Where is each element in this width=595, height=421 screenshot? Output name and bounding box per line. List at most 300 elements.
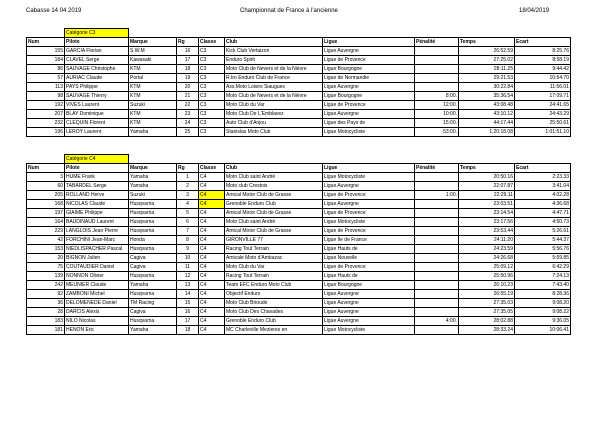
cell-temps: 43:10.12 xyxy=(459,110,515,119)
cell-rg: 3 xyxy=(177,191,199,200)
cell-penalite: 1:00. xyxy=(415,191,459,200)
cell-temps: 27:35.05 xyxy=(459,308,515,317)
cell-marque: KTM xyxy=(129,119,177,128)
cell-temps: 1:20:18.08 xyxy=(459,128,515,137)
cell-ecart: 17:09.71 xyxy=(515,92,571,101)
cell-classe: C4 xyxy=(199,245,225,254)
cell-penalite xyxy=(415,272,459,281)
table-row xyxy=(27,173,571,182)
cell-temps: 26:52.59 xyxy=(459,47,515,56)
cell-rg: 16 xyxy=(177,47,199,56)
cell-ligue: Ligue Motocycliste xyxy=(323,173,415,182)
cell-marque: KTM xyxy=(129,83,177,92)
column-header-ligue: Ligue xyxy=(323,164,415,173)
results-table-c3 xyxy=(26,28,571,137)
cell-club: Moto Club saint André xyxy=(225,173,323,182)
cell-ligue: Ligue Bourgogne xyxy=(323,281,415,290)
cell-classe: C4 xyxy=(199,272,225,281)
cell-ecart: 25:50.61 xyxy=(515,119,571,128)
cell-num: 196 xyxy=(27,128,65,137)
cell-ecart: 1:01:51.10 xyxy=(515,128,571,137)
cell-ecart: 9:08.20 xyxy=(515,299,571,308)
cell-temps: 24:11.20 xyxy=(459,236,515,245)
cell-ligue: Ligue Bourgogne xyxy=(323,65,415,74)
cell-penalite xyxy=(415,263,459,272)
cell-ligue: Ligue Auvergne xyxy=(323,110,415,119)
cell-classe: C3 xyxy=(199,74,225,83)
cell-classe: C4 xyxy=(199,182,225,191)
cell-classe: C4 xyxy=(199,299,225,308)
cell-ligue: Ligue Motocycliste xyxy=(323,128,415,137)
cell-ligue: Ligue Motocycliste xyxy=(323,218,415,227)
cell-temps: 27:35.03 xyxy=(459,299,515,308)
cell-pilote: VIVES Laurent xyxy=(65,101,129,110)
cell-marque: KTM xyxy=(129,110,177,119)
cell-penalite xyxy=(415,290,459,299)
cell-num: 183 xyxy=(27,317,65,326)
cell-club: Stanislas Moto Club xyxy=(225,128,323,137)
cell-penalite xyxy=(415,299,459,308)
cell-penalite xyxy=(415,218,459,227)
cell-classe: C3 xyxy=(199,65,225,74)
cell-ligue: Ligue Auvergne xyxy=(323,317,415,326)
cell-ligue: Ligue Motocycliste xyxy=(323,326,415,335)
cell-club: Team EFC Enduro Moto Club xyxy=(225,281,323,290)
cell-pilote: GIAIME Philippe xyxy=(65,209,129,218)
cell-club: Racing Tout Terrain xyxy=(225,245,323,254)
cell-temps: 30:22.84 xyxy=(459,83,515,92)
cell-ecart: 8:25.76 xyxy=(515,47,571,56)
cell-pilote: CLEQUIN Florent xyxy=(65,119,129,128)
cell-pilote: HENON Eric xyxy=(65,326,129,335)
column-header-marque: Marque xyxy=(129,38,177,47)
cell-num: 232 xyxy=(27,119,65,128)
cell-penalite xyxy=(415,74,459,83)
cell-club: Grenoble Enduro Club xyxy=(225,200,323,209)
cell-temps: 23:14.54 xyxy=(459,209,515,218)
cell-rg: 17 xyxy=(177,317,199,326)
cell-pilote: AURIAC Claude xyxy=(65,74,129,83)
cell-penalite xyxy=(415,65,459,74)
cell-marque: Suzuki xyxy=(129,191,177,200)
cell-ligue: Ligue de Provence xyxy=(323,56,415,65)
cell-ecart: 24:43.29 xyxy=(515,110,571,119)
table-row xyxy=(27,227,571,236)
cell-ligue: Ligue Auvergne xyxy=(323,83,415,92)
cell-penalite xyxy=(415,47,459,56)
cell-club: Moto Club du Var xyxy=(225,101,323,110)
cell-num: 57 xyxy=(27,74,65,83)
cell-num: 153 xyxy=(27,245,65,254)
cell-classe: C4 xyxy=(199,236,225,245)
cell-ecart: 5:44.37 xyxy=(515,236,571,245)
cell-pilote: NIEDLISPACHER Pascal xyxy=(65,245,129,254)
cell-ligue: Ligue de Provence xyxy=(323,263,415,272)
column-header-num: Num xyxy=(27,164,65,173)
cell-temps: 26:10.23 xyxy=(459,281,515,290)
table-row xyxy=(27,65,571,74)
cell-temps: 22:29.11 xyxy=(459,191,515,200)
cell-num: 242 xyxy=(27,281,65,290)
cell-classe: C3 xyxy=(199,83,225,92)
cell-rg: 4 xyxy=(177,200,199,209)
column-header-ecart: Ecart xyxy=(515,38,571,47)
cell-rg: 11 xyxy=(177,263,199,272)
cell-classe: C3 xyxy=(199,119,225,128)
table-row xyxy=(27,290,571,299)
cell-num: 86 xyxy=(27,65,65,74)
cell-club: Moto Club de Nevers et de la Nièvre xyxy=(225,65,323,74)
cell-ecart: 10:06.41 xyxy=(515,326,571,335)
cell-rg: 9 xyxy=(177,245,199,254)
column-header-classe: Classe xyxy=(199,38,225,47)
cell-club: Moto Club De L'Emblavez xyxy=(225,110,323,119)
cell-ligue: Ligue de Provence xyxy=(323,227,415,236)
cell-pilote: TABARDEL Serge xyxy=(65,182,129,191)
cell-num: 164 xyxy=(27,218,65,227)
column-header-penalite: Pénalité xyxy=(415,38,459,47)
cell-marque: Husqvarna xyxy=(129,290,177,299)
cell-marque: TM Racing xyxy=(129,299,177,308)
header-event: Cabasse 14 04 2019 xyxy=(26,8,82,14)
cell-rg: 6 xyxy=(177,218,199,227)
column-header-ligue: Ligue xyxy=(323,38,415,47)
column-header-pilote: Pilote xyxy=(65,164,129,173)
cell-rg: 14 xyxy=(177,290,199,299)
cell-rg: 8 xyxy=(177,236,199,245)
cell-rg: 16 xyxy=(177,308,199,317)
cell-club: R.tro Enduro Club de France xyxy=(225,74,323,83)
column-header-classe: Classe xyxy=(199,164,225,173)
cell-club: Amical Motor Club de Grasse xyxy=(225,227,323,236)
column-header-ecart: Ecart xyxy=(515,164,571,173)
cell-ecart: 7:24.13 xyxy=(515,272,571,281)
cell-club: GIRONVILLE 77 xyxy=(225,236,323,245)
cell-classe: C4 xyxy=(199,218,225,227)
cell-club: Moto Club du Var xyxy=(225,263,323,272)
cell-penalite xyxy=(415,308,459,317)
cell-marque: Husqvarna xyxy=(129,218,177,227)
cell-classe: C3 xyxy=(199,128,225,137)
cell-pilote: PAYS Philippe xyxy=(65,83,129,92)
cell-temps: 24:23.59 xyxy=(459,245,515,254)
cell-penalite xyxy=(415,236,459,245)
table-row xyxy=(27,245,571,254)
table-row xyxy=(27,47,571,56)
cell-ligue: Ligue de Provence xyxy=(323,209,415,218)
cell-ligue: Ligue Hauts de xyxy=(323,272,415,281)
cell-rg: 1 xyxy=(177,173,199,182)
cell-num: 75 xyxy=(27,263,65,272)
cell-num: 20 xyxy=(27,254,65,263)
cell-rg: 7 xyxy=(177,227,199,236)
results-table-c4 xyxy=(26,154,571,335)
cell-pilote: ZAMBONI Michel xyxy=(65,290,129,299)
cell-num: 139 xyxy=(27,272,65,281)
cell-pilote: HUME Frank xyxy=(65,173,129,182)
cell-marque: Yamaha xyxy=(129,182,177,191)
cell-pilote: SAUVAGE Thierry xyxy=(65,92,129,101)
table-row xyxy=(27,83,571,92)
cell-pilote: MEUNIER Claude xyxy=(65,281,129,290)
cell-marque: Husqvarna xyxy=(129,272,177,281)
cell-ecart: 4:02.28 xyxy=(515,191,571,200)
table-row xyxy=(27,236,571,245)
cell-rg: 18 xyxy=(177,326,199,335)
cell-pilote: BLAY Dominique xyxy=(65,110,129,119)
cell-classe: C4 xyxy=(199,308,225,317)
cell-classe: C4 xyxy=(199,290,225,299)
cell-num: 184 xyxy=(27,56,65,65)
cell-temps: 44:17.44 xyxy=(459,119,515,128)
cell-pilote: COUTAUDIER Daniel xyxy=(65,263,129,272)
cell-ecart: 6:42.29 xyxy=(515,263,571,272)
cell-club: Ass.Moto Loisirs Siaugues xyxy=(225,83,323,92)
cell-num: 28 xyxy=(27,308,65,317)
cell-ecart: 4:47.71 xyxy=(515,209,571,218)
cell-rg: 21 xyxy=(177,92,199,101)
cell-num: 192 xyxy=(27,101,65,110)
table-row xyxy=(27,308,571,317)
cell-marque: Yamaha xyxy=(129,128,177,137)
cell-ecart: 3:41.04 xyxy=(515,182,571,191)
cell-penalite xyxy=(415,326,459,335)
cell-num: 36 xyxy=(27,299,65,308)
cell-temps: 23:03.51 xyxy=(459,200,515,209)
cell-marque: KTM xyxy=(129,65,177,74)
column-header-num: Num xyxy=(27,38,65,47)
cell-ligue: Ligue Ile de France xyxy=(323,236,415,245)
cell-penalite: 12:00. xyxy=(415,101,459,110)
cell-temps: 29:21.53 xyxy=(459,74,515,83)
cell-club: Kick Club Vertaizon xyxy=(225,47,323,56)
cell-num: 92 xyxy=(27,290,65,299)
cell-club: Auto Club d'Anjou xyxy=(225,119,323,128)
cell-ligue: Ligue Bourgogne xyxy=(323,92,415,101)
cell-pilote: DELOMENEDE Daniel xyxy=(65,299,129,308)
cell-classe: C4 xyxy=(199,281,225,290)
category-label: Catégorie C3 xyxy=(65,29,129,38)
cell-pilote: LANGLOIS Jean Pierre xyxy=(65,227,129,236)
cell-num: 205 xyxy=(27,191,65,200)
cell-temps: 20:50.16 xyxy=(459,173,515,182)
cell-ligue: Ligue Auvergne xyxy=(323,290,415,299)
cell-rg: 18 xyxy=(177,65,199,74)
column-header-row xyxy=(27,38,571,47)
cell-club: Moto Club saint André xyxy=(225,218,323,227)
cell-club: Amical Motor Club de Grasse xyxy=(225,209,323,218)
cell-temps: 43:08.48 xyxy=(459,101,515,110)
cell-rg: 12 xyxy=(177,272,199,281)
cell-ecart: 8:28.36 xyxy=(515,290,571,299)
cell-penalite: 10:00. xyxy=(415,110,459,119)
cell-pilote: BIGNON Julien xyxy=(65,254,129,263)
cell-club: Moto club Crestois xyxy=(225,182,323,191)
cell-ecart: 5:26.61 xyxy=(515,227,571,236)
table-row xyxy=(27,299,571,308)
column-header-row xyxy=(27,164,571,173)
cell-num: 42 xyxy=(27,236,65,245)
cell-pilote: NILO Nicolas xyxy=(65,317,129,326)
table-row xyxy=(27,74,571,83)
cell-club: MC Charleville Mezieres en xyxy=(225,326,323,335)
cell-marque: Honda xyxy=(129,236,177,245)
cell-num: 3 xyxy=(27,173,65,182)
cell-classe: C4 xyxy=(199,209,225,218)
cell-rg: 24 xyxy=(177,119,199,128)
table-row xyxy=(27,110,571,119)
cell-marque: Yamaha xyxy=(129,173,177,182)
table-row xyxy=(27,200,571,209)
cell-penalite xyxy=(415,281,459,290)
cell-ligue: Ligue Auvergne xyxy=(323,308,415,317)
cell-classe: C3 xyxy=(199,56,225,65)
cell-temps: 24:26.68 xyxy=(459,254,515,263)
cell-penalite xyxy=(415,209,459,218)
cell-classe: C3 xyxy=(199,101,225,110)
cell-temps: 26:55.19 xyxy=(459,290,515,299)
table-row xyxy=(27,119,571,128)
cell-ecart: 5:56.76 xyxy=(515,245,571,254)
cell-ecart: 9:44.42 xyxy=(515,65,571,74)
cell-temps: 28:02.88 xyxy=(459,317,515,326)
cell-classe: C4 xyxy=(199,263,225,272)
cell-num: 155 xyxy=(27,47,65,56)
cell-club: Moto Club de Nevers et de la Nièvre xyxy=(225,92,323,101)
cell-pilote: NICOLAS Claude xyxy=(65,200,129,209)
cell-penalite xyxy=(415,56,459,65)
cell-ecart: 5:59.85 xyxy=(515,254,571,263)
cell-ligue: Ligue de Normandie xyxy=(323,74,415,83)
cell-ligue: Ligue des Pays de xyxy=(323,119,415,128)
cell-marque: KTM xyxy=(129,92,177,101)
cell-marque: Cagiva xyxy=(129,254,177,263)
cell-rg: 10 xyxy=(177,254,199,263)
cell-classe: C3 xyxy=(199,110,225,119)
cell-num: 207 xyxy=(27,110,65,119)
cell-ligue: Ligue Auvergne xyxy=(323,182,415,191)
cell-ecart: 2:23.33 xyxy=(515,173,571,182)
table-row xyxy=(27,209,571,218)
cell-classe: C4 xyxy=(199,173,225,182)
cell-classe: C4 xyxy=(199,254,225,263)
cell-marque: Husqvarna xyxy=(129,209,177,218)
cell-rg: 19 xyxy=(177,74,199,83)
cell-penalite xyxy=(415,173,459,182)
cell-temps: 28:11.25 xyxy=(459,65,515,74)
cell-classe: C3 xyxy=(199,47,225,56)
cell-marque: Cagiva xyxy=(129,308,177,317)
category-row xyxy=(27,29,571,38)
cell-penalite: 53:00. xyxy=(415,128,459,137)
column-header-club: Club xyxy=(225,38,323,47)
cell-rg: 25 xyxy=(177,128,199,137)
cell-club: Moto Club Des Chavades xyxy=(225,308,323,317)
cell-classe: C4 xyxy=(199,227,225,236)
cell-marque: Portal xyxy=(129,74,177,83)
cell-ligue: Ligue Auvergne xyxy=(323,299,415,308)
cell-ecart: 11:56.01 xyxy=(515,83,571,92)
cell-pilote: FORCHINI Jean-Marc xyxy=(65,236,129,245)
cell-rg: 5 xyxy=(177,209,199,218)
cell-ligue: Ligue de Provence xyxy=(323,101,415,110)
cell-marque: S.W.M xyxy=(129,47,177,56)
cell-pilote: GARCIA Florian xyxy=(65,47,129,56)
cell-marque: Husqvarna xyxy=(129,245,177,254)
cell-marque: Cagiva xyxy=(129,263,177,272)
cell-club: Racing Tout Terrain xyxy=(225,272,323,281)
cell-ecart: 9:08.22 xyxy=(515,308,571,317)
table-row xyxy=(27,101,571,110)
category-row xyxy=(27,155,571,164)
cell-penalite xyxy=(415,182,459,191)
cell-pilote: SAUVAGE Christophe xyxy=(65,65,129,74)
cell-ligue: Ligue Nouvelle xyxy=(323,254,415,263)
column-header-temps: Temps xyxy=(459,38,515,47)
cell-club: Amicale Moto d'Ambazac xyxy=(225,254,323,263)
column-header-temps: Temps xyxy=(459,164,515,173)
cell-num: 197 xyxy=(27,209,65,218)
cell-club: Amical Motor Club de Grasse xyxy=(225,191,323,200)
cell-marque: Husqvarna xyxy=(129,317,177,326)
cell-temps: 27:25.02 xyxy=(459,56,515,65)
cell-pilote: ROLLAND Herve xyxy=(65,191,129,200)
table-row xyxy=(27,92,571,101)
cell-penalite xyxy=(415,227,459,236)
cell-num: 98 xyxy=(27,92,65,101)
cell-ligue: Ligue Hauts de xyxy=(323,245,415,254)
cell-num: 60 xyxy=(27,182,65,191)
cell-num: 229 xyxy=(27,227,65,236)
cell-num: 181 xyxy=(27,326,65,335)
cell-pilote: DARCIS Alexis xyxy=(65,308,129,317)
table-row xyxy=(27,272,571,281)
table-row xyxy=(27,56,571,65)
cell-ligue: Ligue Auvergne xyxy=(323,47,415,56)
cell-classe: C4 xyxy=(199,200,225,209)
cell-ecart: 8:58.19 xyxy=(515,56,571,65)
table-row xyxy=(27,182,571,191)
cell-ecart: 4:50.73 xyxy=(515,218,571,227)
cell-pilote: BAUDINAUD Laurent xyxy=(65,218,129,227)
column-header-marque: Marque xyxy=(129,164,177,173)
cell-club: Objectif Enduro xyxy=(225,290,323,299)
cell-temps: 23:17.56 xyxy=(459,218,515,227)
cell-temps: 25:50.96 xyxy=(459,272,515,281)
cell-temps: 23:53.44 xyxy=(459,227,515,236)
cell-ecart: 24:41.65 xyxy=(515,101,571,110)
cell-penalite: 4:00. xyxy=(415,317,459,326)
cell-marque: Husqvarna xyxy=(129,227,177,236)
cell-marque: Yamaha xyxy=(129,326,177,335)
table-row xyxy=(27,317,571,326)
cell-marque: Suzuki xyxy=(129,101,177,110)
cell-num: 113 xyxy=(27,83,65,92)
cell-classe: C3 xyxy=(199,92,225,101)
cell-penalite xyxy=(415,83,459,92)
cell-ecart: 4:36.68 xyxy=(515,200,571,209)
cell-rg: 23 xyxy=(177,110,199,119)
cell-rg: 13 xyxy=(177,281,199,290)
cell-penalite xyxy=(415,200,459,209)
cell-rg: 15 xyxy=(177,299,199,308)
cell-rg: 2 xyxy=(177,182,199,191)
cell-ecart: 7:43.40 xyxy=(515,281,571,290)
cell-club: Grenoble Enduro Club xyxy=(225,317,323,326)
cell-penalite xyxy=(415,254,459,263)
cell-temps: 28:33.24 xyxy=(459,326,515,335)
table-row xyxy=(27,254,571,263)
